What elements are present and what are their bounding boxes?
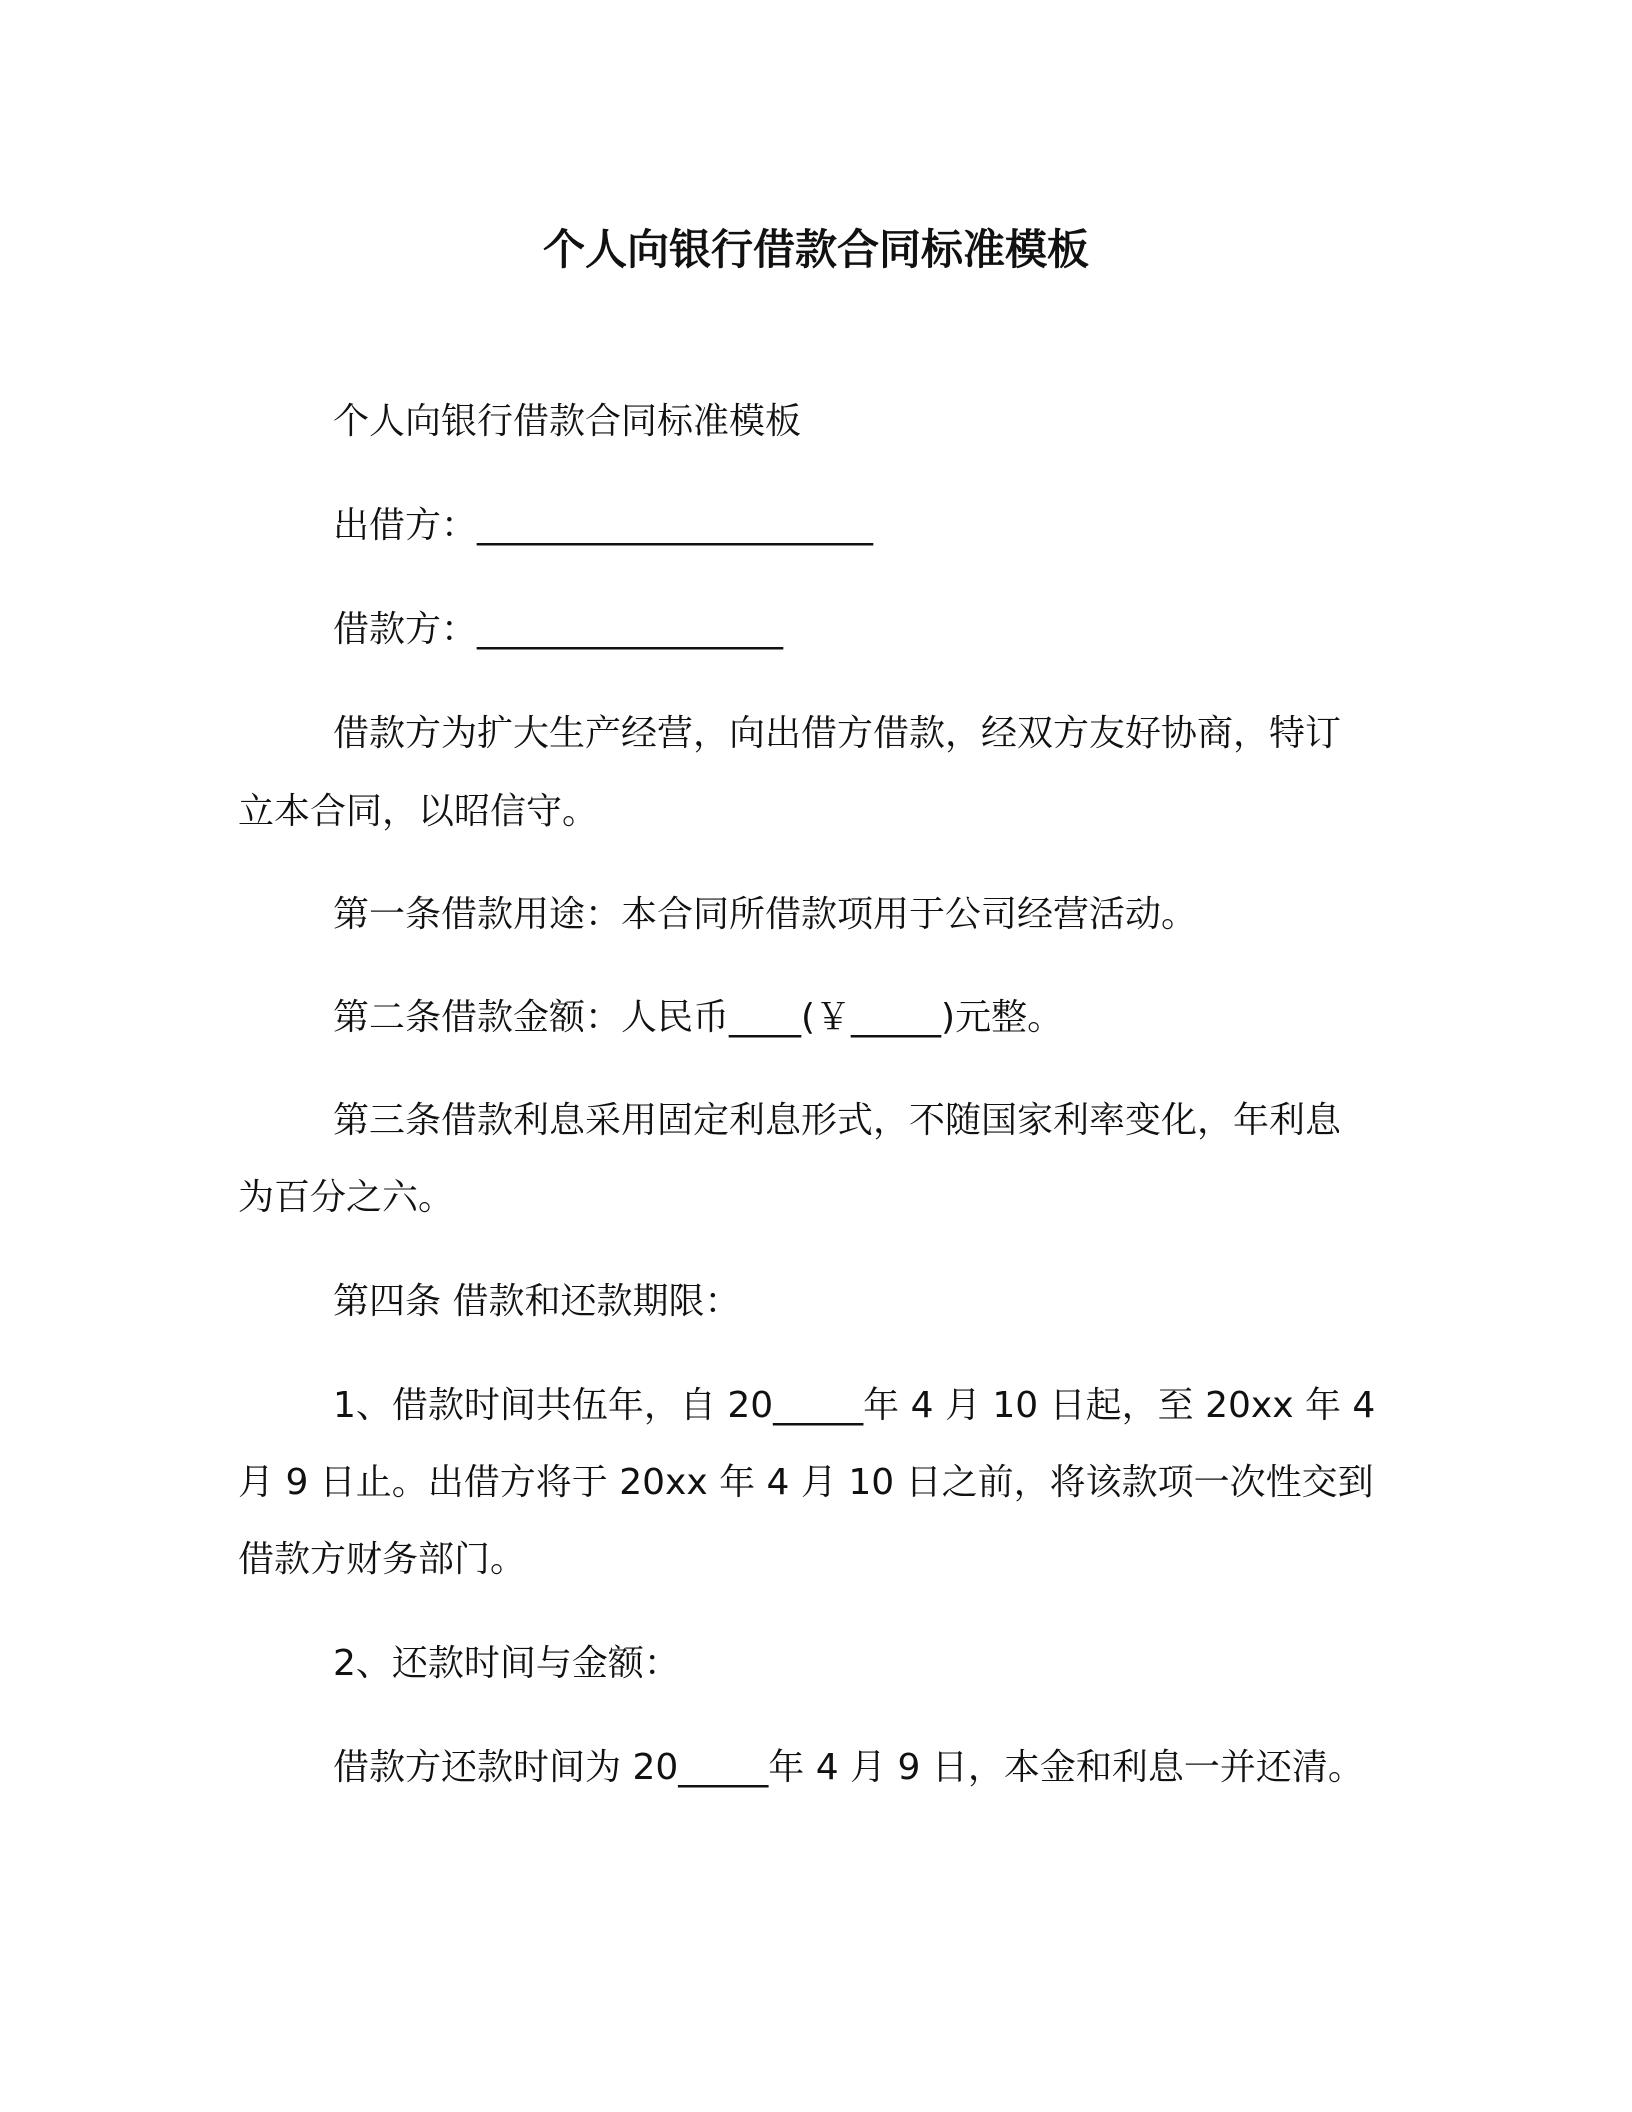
article-3-line-2: 为百分之六。 bbox=[238, 1177, 455, 1218]
item-1-line-2: 月 9 日止。出借方将于 20xx 年 4 月 10 日之前，将该款项一次性交到 bbox=[238, 1462, 1374, 1503]
repayment-line: 借款方还款时间为 20_____年 4 月 9 日，本金和利息一并还清。 bbox=[333, 1747, 1364, 1788]
intro-paragraph-line-2: 立本合同，以昭信守。 bbox=[238, 791, 599, 832]
article-3-line-1: 第三条借款利息采用固定利息形式，不随国家利率变化，年利息 bbox=[333, 1100, 1342, 1141]
article-2: 第二条借款金额：人民币____(￥_____)元整。 bbox=[333, 997, 1064, 1038]
document-title: 个人向银行借款合同标准模板 bbox=[542, 225, 1089, 274]
document-subtitle: 个人向银行借款合同标准模板 bbox=[333, 401, 802, 442]
item-1-line-3: 借款方财务部门。 bbox=[238, 1539, 527, 1580]
item-2-heading: 2、还款时间与金额： bbox=[333, 1643, 680, 1684]
intro-paragraph-line-1: 借款方为扩大生产经营，向出借方借款，经双方友好协商，特订 bbox=[333, 713, 1342, 754]
item-1-line-1: 1、借款时间共伍年，自 20_____年 4 月 10 日起，至 20xx 年 4 bbox=[333, 1385, 1376, 1426]
article-1: 第一条借款用途：本合同所借款项用于公司经营活动。 bbox=[333, 894, 1198, 935]
lender-line: 出借方：______________________ bbox=[333, 505, 874, 546]
article-4-heading: 第四条 借款和还款期限： bbox=[333, 1281, 741, 1322]
borrower-line: 借款方：_________________ bbox=[333, 609, 784, 650]
